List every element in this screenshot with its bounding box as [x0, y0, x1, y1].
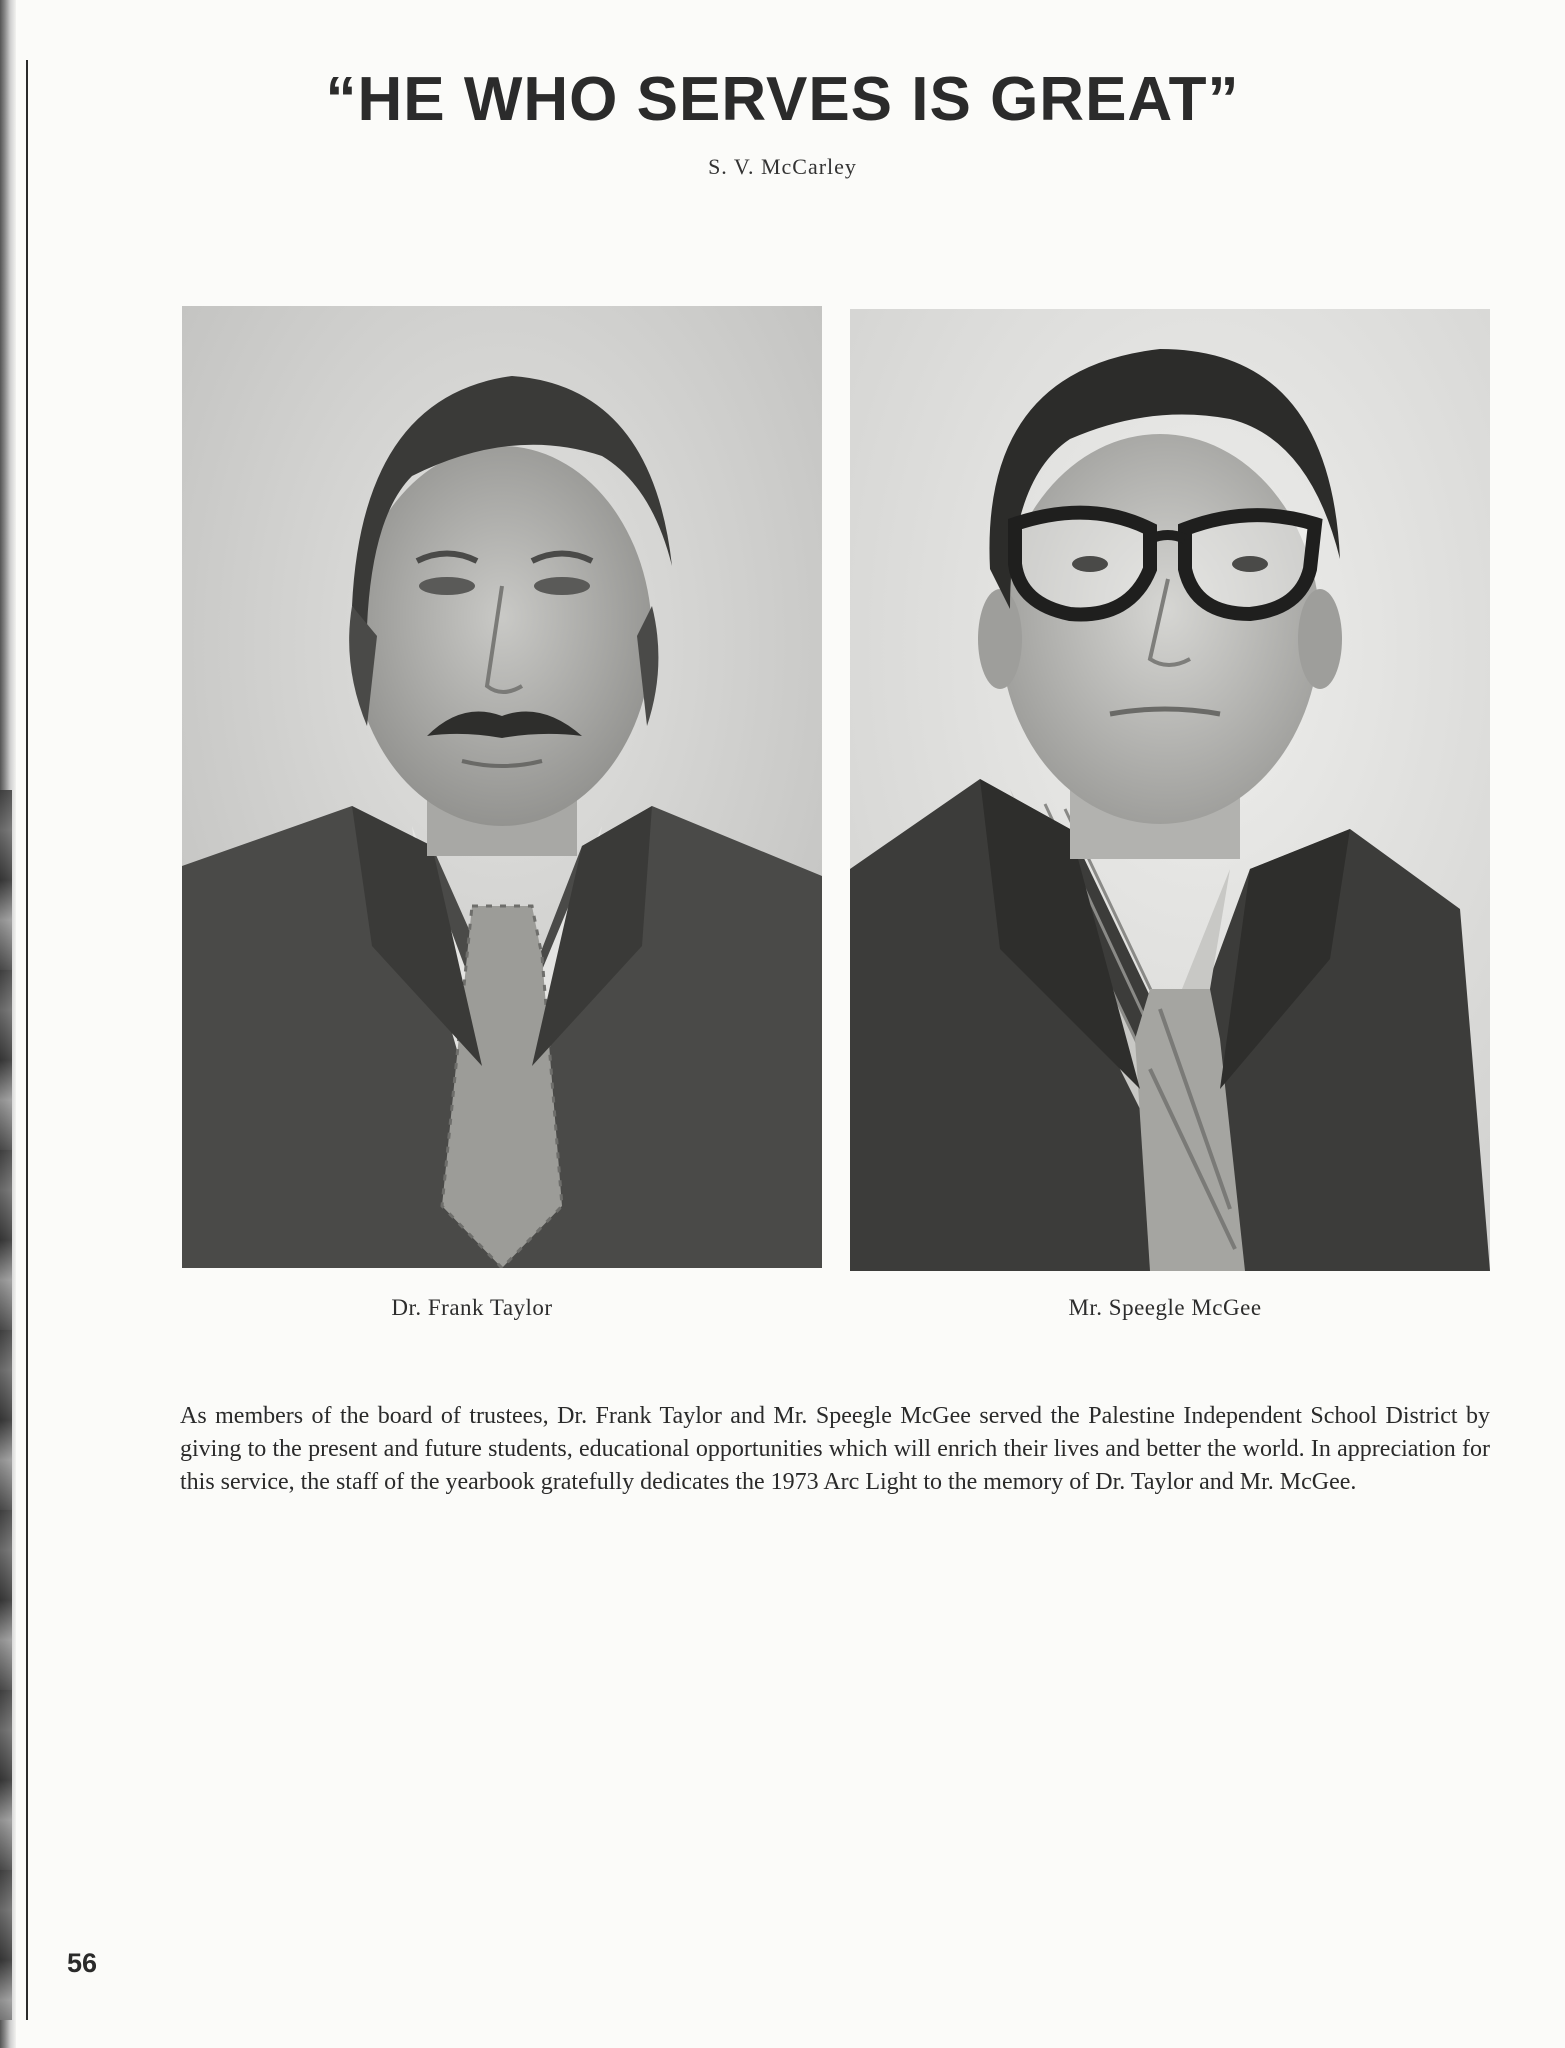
page-number: 56	[67, 1948, 98, 1978]
dedication-paragraph: As members of the board of trustees, Dr. Frank Taylor and Mr. Speegle McGee served the Palestine Independent School District by giving to the present and future students, educational opportunities which will enrich their lives and better the world. In appreciation for this service, the staff of the yearbook gratefully dedicates the 1973 Arc Light to the memory of Dr. Taylor and Mr. McGee.	[180, 1403, 1490, 1495]
portrait-photo-mcgee	[850, 309, 1490, 1271]
photo-caption-left: Dr. Frank Taylor	[391, 1295, 553, 1320]
portrait-photo-taylor	[182, 306, 822, 1268]
portrait-illustration	[850, 309, 1490, 1271]
binding-edge-strip	[0, 790, 12, 2020]
page-edge-line	[26, 60, 28, 2020]
page-title: “HE WHO SERVES IS GREAT”	[325, 64, 1240, 134]
photo-caption-right: Mr. Speegle McGee	[1068, 1295, 1262, 1320]
portrait-illustration	[182, 306, 822, 1268]
author-byline: S. V. McCarley	[708, 154, 857, 179]
